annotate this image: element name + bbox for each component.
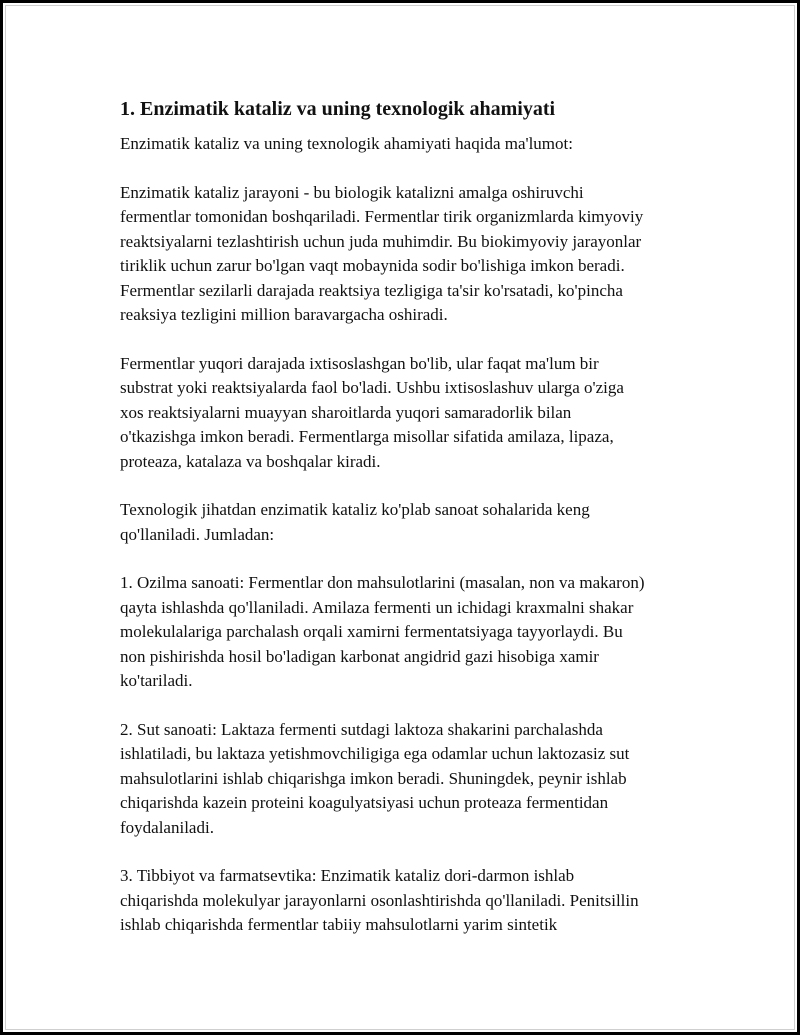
enzyme-specificity-paragraph: Fermentlar yuqori darajada ixtisoslashgan bo'lib, ular faqat ma'lum bir substrat yoki reaktsiyalarda faol bo'ladi. Ushbu ixtisoslashuv ularga o'ziga xos reaktsiyalarni muayyan sharoitlarda yuqori samaradorlik bilan o'tkazishga imkon beradi. Fermentlarga misollar sifatida amilaza, lipaza, proteaza, katalaza va boshqalar kiradi. [120,353,624,471]
intro-paragraph: Enzimatik kataliz va uning texnologik ahamiyati haqida ma'lumot: [120,134,573,153]
enzymatic-catalysis-paragraph: Enzimatik kataliz jarayoni - bu biologik katalizni amalga oshiruvchi fermentlar tomonidan boshqariladi. Fermentlar tirik organizmlarda kimyoviy reaktsiyalarni tezlashtirish uchun juda muhimdir. Bu biokimyoviy jarayonlar tiriklik uchun zarur bo'lgan vaqt mobaynida sodir bo'lishiga imkon beradi. Fermentlar sezilarli darajada reaktsiya tezligiga ta'sir ko'rsatadi, ko'pincha reaksiya tezligini million baravargacha oshiradi. [120,182,644,324]
dairy-industry-item: 2. Sut sanoati: Laktaza fermenti sutdagi laktoza shakarini parchalashda ishlatiladi, bu laktaza yetishmovchiligiga ega odamlar uchun laktozasiz sut mahsulotlarini ishlab chiqarishga imkon beradi. Shuningdek, peynir ishlab chiqarishda kazein proteini koagulyatsiyasi uchun proteaza fermentidan foydalaniladi. [120,719,630,837]
document-body [120,95,700,962]
food-industry-item: 1. Ozilma sanoati: Fermentlar don mahsulotlarini (masalan, non va makaron) qayta ishlashda qo'llaniladi. Amilaza fermenti un ichidagi kraxmalni shakar molekulalariga parchalash orqali xamirni fermentatsiyaga tayyorlaydi. Bu non pishirishda hosil bo'ladigan karbonat angidrid gazi hisobiga xamir ko'tariladi. [120,573,645,690]
industrial-use-paragraph: Texnologik jihatdan enzimatik kataliz ko'plab sanoat sohalarida keng qo'llaniladi. Jumladan: [120,500,590,544]
document-title: 1. Enzimatik kataliz va uning texnologik ahamiyati [120,98,556,120]
medicine-pharma-item: 3. Tibbiyot va farmatsevtika: Enzimatik kataliz dori-darmon ishlab chiqarishda molekulyar jarayonlarni osonlashtirishda qo'llaniladi. Penitsillin ishlab chiqarishda fermentlar tabiiy mahsulotlarni yarim sintetik [120,866,639,934]
